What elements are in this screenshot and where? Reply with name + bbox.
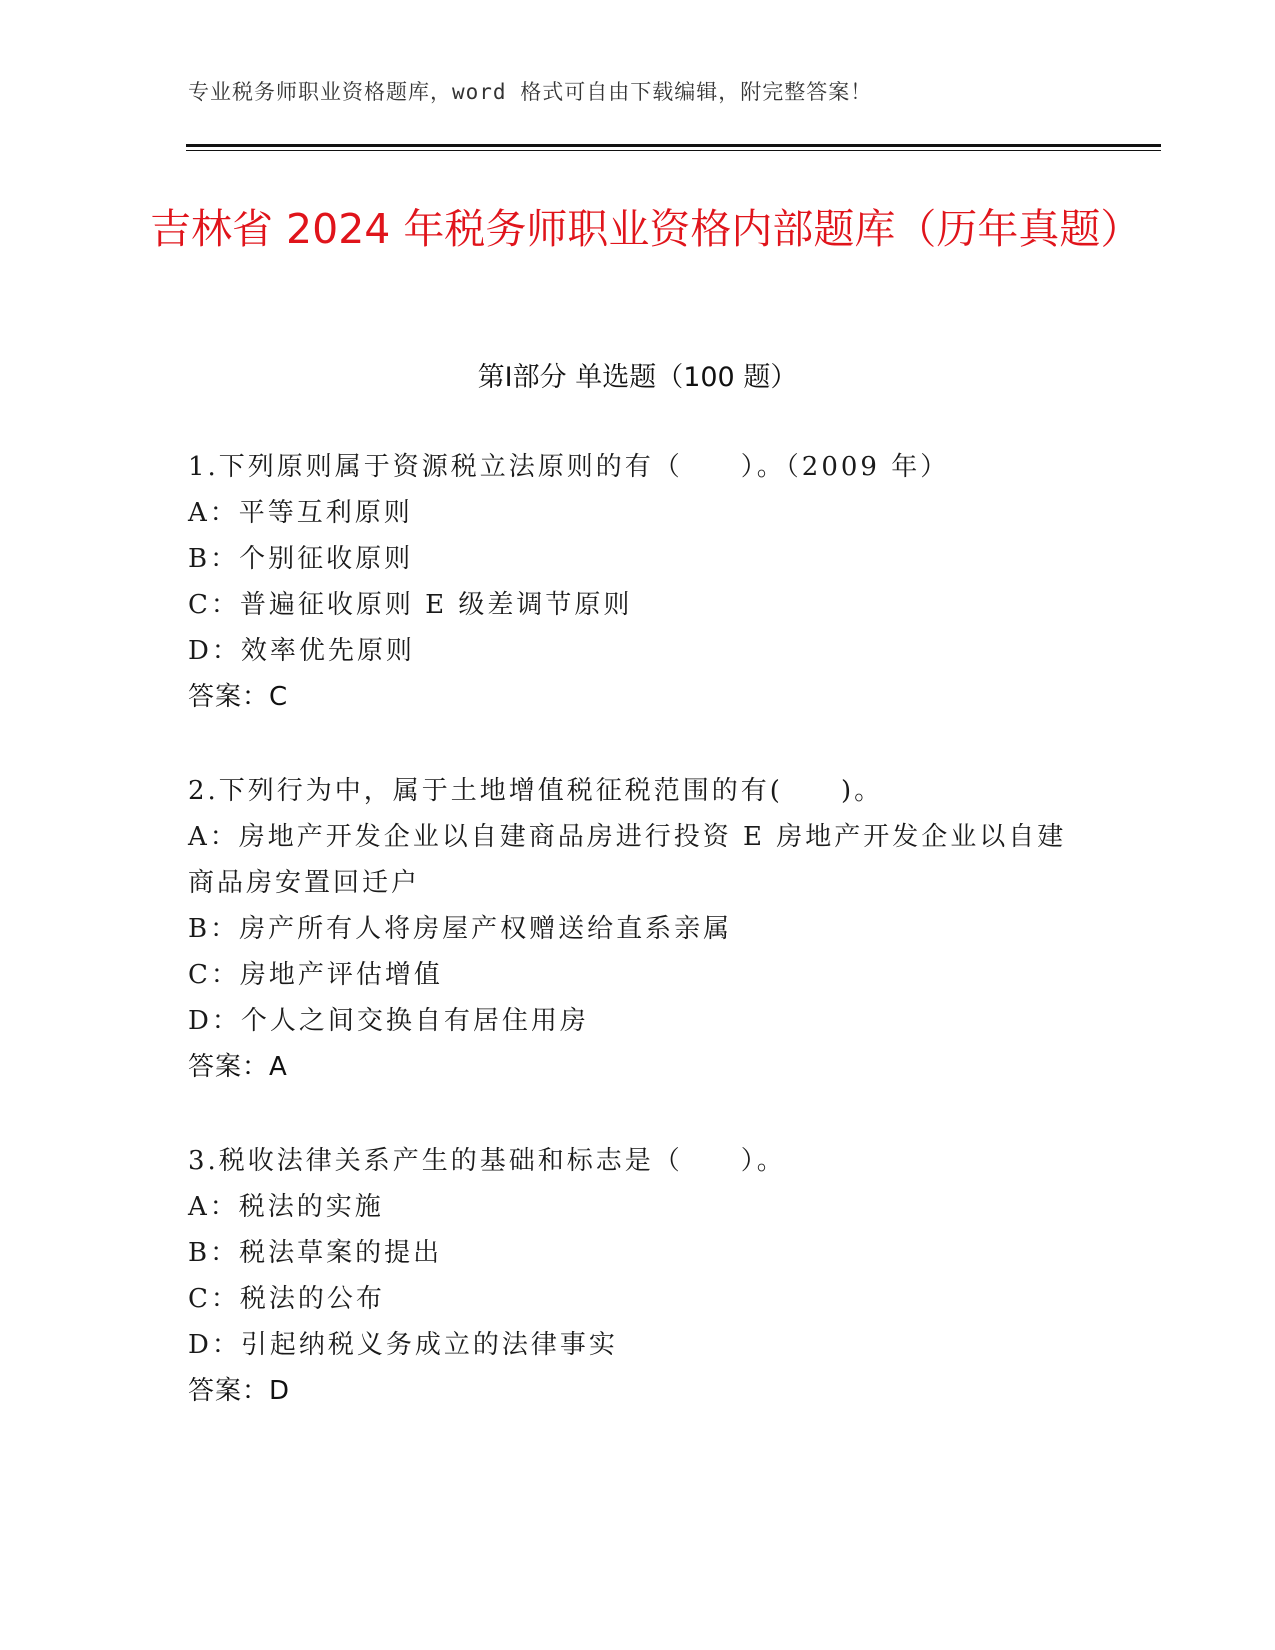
question-item: [188, 1138, 1088, 1414]
option-d: D：个人之间交换自有居住用房: [188, 1006, 589, 1036]
option-d: D：引起纳税义务成立的法律事实: [188, 1330, 618, 1360]
option-b: B：个别征收原则: [188, 544, 414, 574]
answer-line: 答案：C: [188, 682, 289, 712]
header-divider-thick: [186, 144, 1161, 147]
question-stem: 3.税收法律关系产生的基础和标志是（ ）。: [188, 1146, 786, 1176]
question-item: [188, 768, 1088, 1090]
option-c: C：普遍征收原则 E 级差调节原则: [188, 590, 633, 620]
option-b: B：房产所有人将房屋产权赠送给直系亲属: [188, 914, 733, 944]
option-b: B：税法草案的提出: [188, 1238, 443, 1268]
answer-line: 答案：D: [188, 1376, 291, 1406]
option-a: A：平等互利原则: [188, 498, 413, 528]
header-divider-thin: [186, 150, 1161, 151]
question-stem: 2.下列行为中，属于土地增值税征税范围的有( )。: [188, 776, 884, 806]
option-d: D：效率优先原则: [188, 636, 415, 666]
option-c: C：税法的公布: [188, 1284, 385, 1314]
question-list: [188, 444, 1088, 1462]
option-c: C：房地产评估增值: [188, 960, 443, 990]
question-stem: 1.下列原则属于资源税立法原则的有（ ）。（2009 年）: [188, 452, 950, 482]
option-a: A：房地产开发企业以自建商品房进行投资 E 房地产开发企业以自建商品房安置回迁户: [188, 822, 1067, 898]
section-heading: 第Ⅰ部分 单选题（100 题）: [477, 362, 798, 393]
question-item: [188, 444, 1088, 720]
option-a: A：税法的实施: [188, 1192, 384, 1222]
document-title: 吉林省 2024 年税务师职业资格内部题库（历年真题）: [150, 205, 1142, 253]
answer-line: 答案：A: [188, 1052, 288, 1082]
header-note: 专业税务师职业资格题库，word 格式可自由下载编辑，附完整答案！: [188, 80, 873, 104]
